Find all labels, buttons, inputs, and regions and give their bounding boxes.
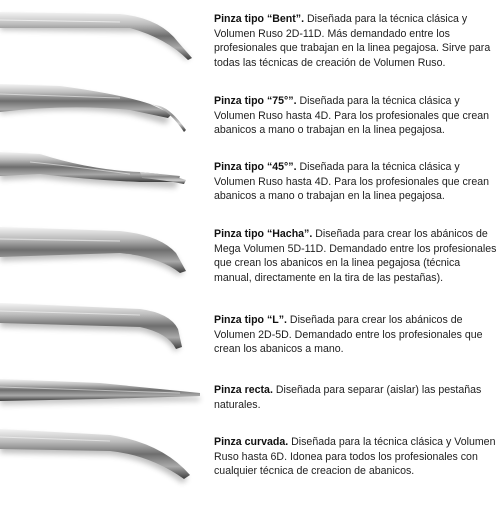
tweezer-75-title: Pinza tipo “75°”. — [214, 95, 297, 107]
curvada-description — [214, 435, 498, 479]
curvada-tweezer-image — [0, 425, 205, 505]
tweezer-75-description — [214, 94, 498, 138]
hacha-title: Pinza tipo “Hacha”. — [214, 228, 313, 240]
curvada-title: Pinza curvada. — [214, 436, 289, 448]
bent-description — [214, 12, 498, 70]
tweezer-45-title: Pinza tipo “45°”. — [214, 161, 297, 173]
l-text: Diseñada para crear los abánicos de Volumen 2D-5D. Demandado entre los profesionales que crean los abanicos a mano. — [214, 314, 483, 356]
recta-description — [214, 383, 498, 412]
l-title: Pinza tipo “L”. — [214, 314, 287, 326]
curvada-text: Diseñada para la técnica clásica y Volumen Ruso hasta 6D. Idonea para todos los profesionales con cualquier técnica de creacion de abanicos. — [214, 436, 496, 478]
tweezer-75-text: Diseñada para la técnica clásica y Volumen Ruso hasta 4D. Para los profesionales que crean abanicos a mano o trabajan en la linea pegajosa. — [214, 95, 490, 137]
bent-tweezer-image — [0, 2, 205, 82]
bent-text: Diseñada para la técnica clásica y Volumen Ruso 2D-11D. Más demandado entre los profesionales que trabajan en la linea pegajosa. Sirve para todas las técnicas de creación de Volumen Ruso. — [214, 13, 491, 69]
tweezer-45-description — [214, 160, 498, 204]
l-tweezer-image — [0, 303, 205, 383]
hacha-tweezer-image — [0, 217, 205, 297]
recta-title: Pinza recta. — [214, 384, 273, 396]
recta-text: Diseñada para separar (aislar) las pestañas naturales. — [214, 384, 482, 411]
bent-title: Pinza tipo “Bent”. — [214, 13, 305, 25]
hacha-text: Diseñada para crear los abánicos de Mega Volumen 5D-11D. Demandado entre los profesionales que crean los abanicos en la linea pegajosa (técnica manual, directamente en la tira de las pestañas). — [214, 228, 497, 284]
l-description — [214, 313, 498, 357]
hacha-description — [214, 227, 498, 285]
tweezer-45-text: Diseñada para la técnica clásica y Volumen Ruso hasta 4D. Para los profesionales que crean abanicos a mano o trabajan en la linea pegajosa. — [214, 161, 490, 203]
